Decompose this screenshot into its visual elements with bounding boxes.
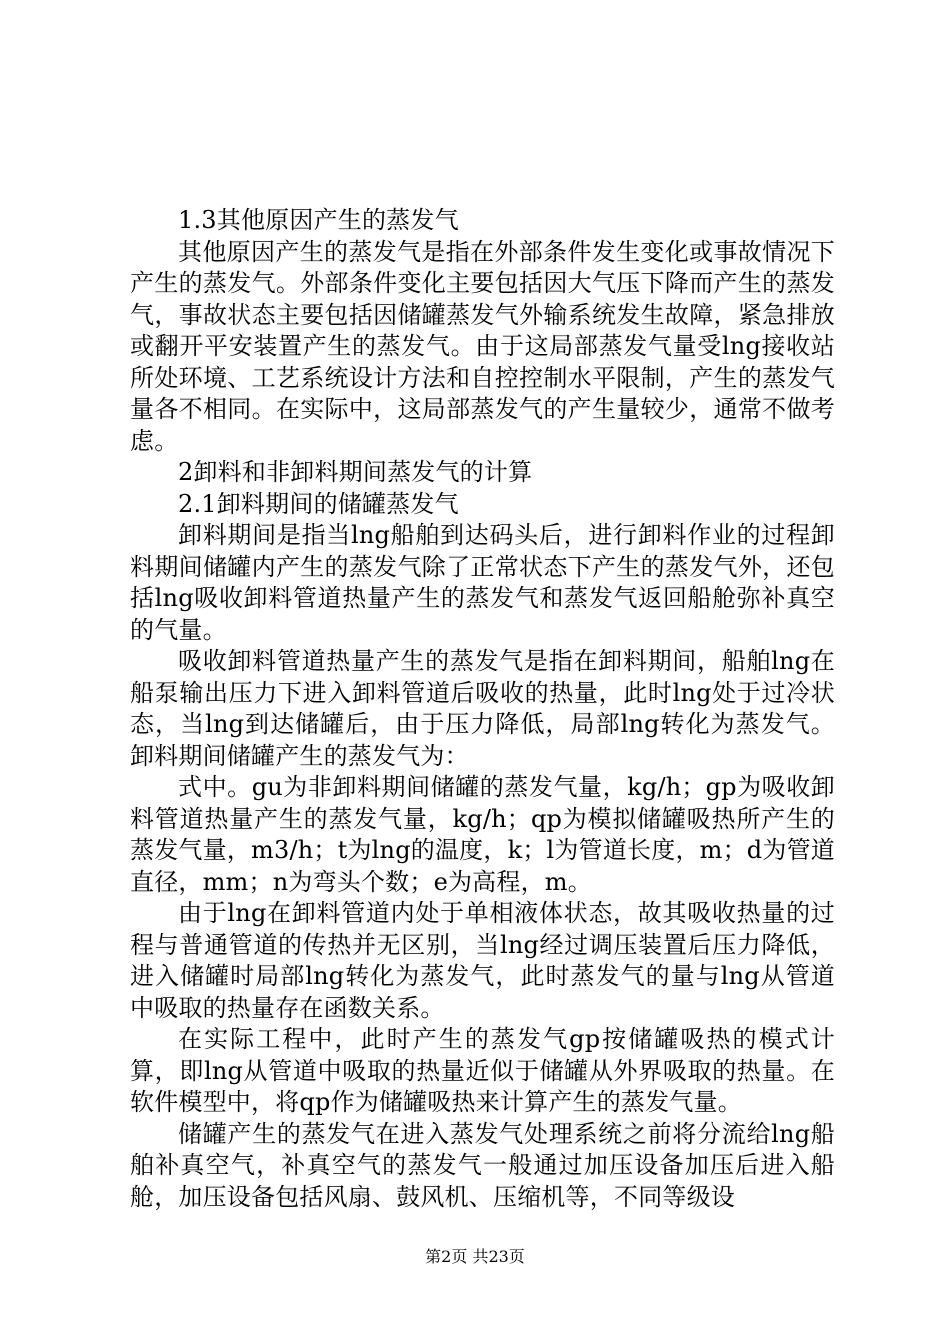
section-heading-1-3: 1.3其他原因产生的蒸发气 — [178, 206, 459, 234]
section-heading-2: 2卸料和非卸料期间蒸发气的计算 — [178, 458, 533, 486]
paragraph: 在实际工程中，此时产生的蒸发气gp按储罐吸热的模式计算，即lng从管道中吸取的热量近似于储罐从外界吸取的热量。在软件模型中，将qp作为储罐吸热来计算产生的蒸发气量。 — [130, 1025, 835, 1116]
paragraph: 吸收卸料管道热量产生的蒸发气是指在卸料期间，船舶lng在船泵输出压力下进入卸料管道后吸收的热量，此时lng处于过冷状态，当lng到达储罐后，由于压力降低，局部lng转化为蒸发气。卸料期间储罐产生的蒸发气为： — [130, 647, 835, 770]
paragraph: 由于lng在卸料管道内处于单相液体状态，故其吸收热量的过程与普通管道的传热并无区别，当lng经过调压装置后压力降低，进入储罐时局部lng转化为蒸发气，此时蒸发气的量与lng从管道中吸取的热量存在函数关系。 — [130, 899, 835, 1022]
paragraph: 其他原因产生的蒸发气是指在外部条件发生变化或事故情况下产生的蒸发气。外部条件变化主要包括因大气压下降而产生的蒸发气，事故状态主要包括因储罐蒸发气外输系统发生故障，紧急排放或翻开平安装置产生的蒸发气。由于这局部蒸发气量受lng接收站所处环境、工艺系统设计方法和自控控制水平限制，产生的蒸发气量各不相同。在实际中，这局部蒸发气的产生量较少，通常不做考虑。 — [130, 237, 835, 455]
paragraph: 式中。gu为非卸料期间储罐的蒸发气量，kg/h；gp为吸收卸料管道热量产生的蒸发气量，kg/h；qp为模拟储罐吸热所产生的蒸发气量，m3/h；t为lng的温度，k；l为管道长度，m；d为管道直径，mm；n为弯头个数；e为高程，m。 — [130, 773, 835, 896]
document-body — [130, 205, 835, 1213]
section-heading-2-1: 2.1卸料期间的储罐蒸发气 — [178, 489, 459, 518]
page-number-footer: 第2页 共23页 — [425, 1247, 525, 1266]
paragraph: 卸料期间是指当lng船舶到达码头后，进行卸料作业的过程卸料期间储罐内产生的蒸发气除了正常状态下产生的蒸发气外，还包括lng吸收卸料管道热量产生的蒸发气和蒸发气返回船舱弥补真空的气量。 — [130, 521, 835, 644]
paragraph: 储罐产生的蒸发气在进入蒸发气处理系统之前将分流给lng船舶补真空气，补真空气的蒸发气一般通过加压设备加压后进入船舱，加压设备包括风扇、鼓风机、压缩机等，不同等级设 — [130, 1119, 835, 1211]
